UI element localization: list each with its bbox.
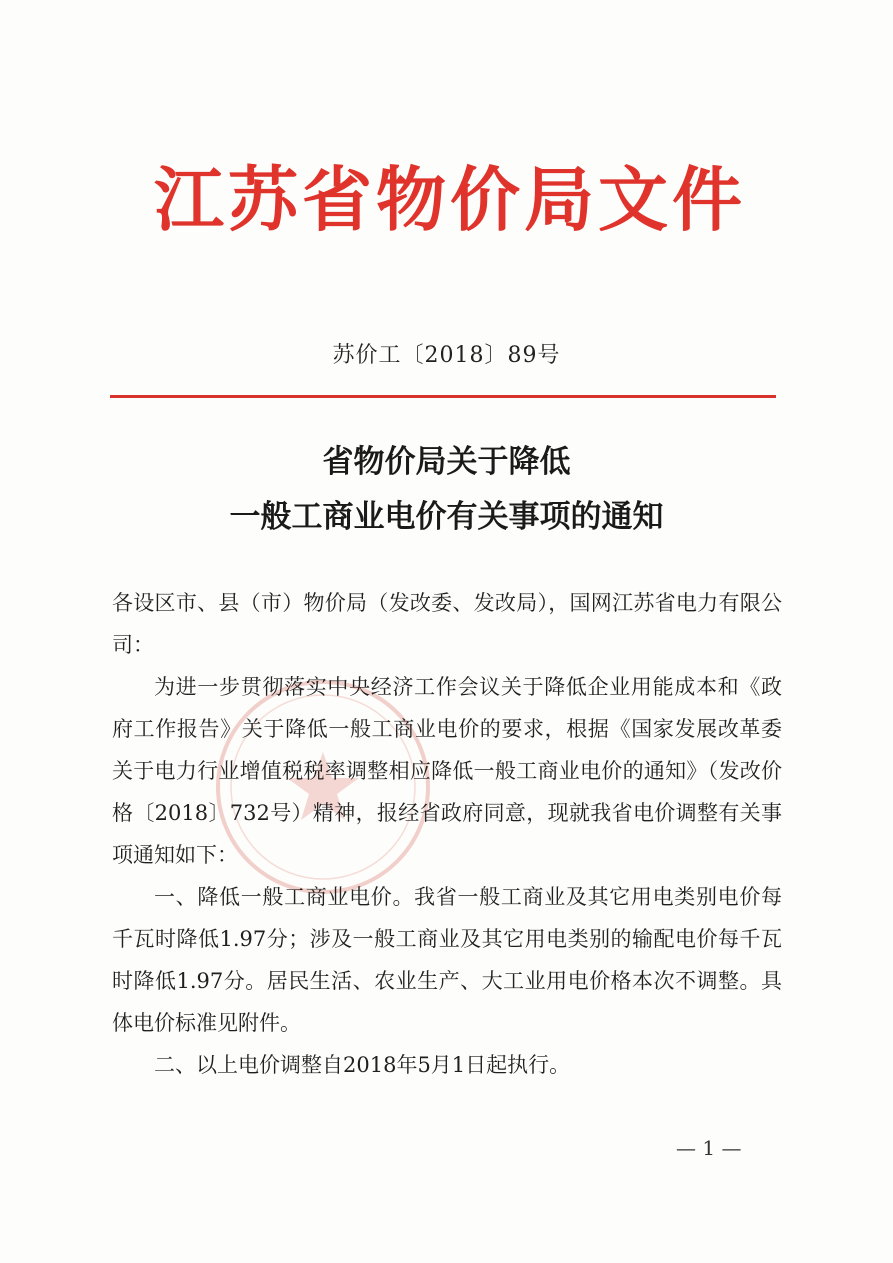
notice-title — [0, 435, 893, 545]
document-number: 苏价工〔2018〕89号 — [332, 343, 561, 368]
body-paragraph-3: 二、以上电价调整自2018年5月1日起执行。 — [154, 1053, 571, 1077]
addressee-paragraph: 各设区市、县（市）物价局（发改委、发改局），国网江苏省电力有限公司： — [112, 591, 782, 657]
notice-title-line-1: 省物价局关于降低 — [322, 444, 571, 480]
page-number: — 1 — — [676, 1136, 742, 1160]
notice-title-line-2: 一般工商业电价有关事项的通知 — [229, 499, 664, 535]
notice-body — [112, 582, 782, 1086]
body-paragraph-1: 为进一步贯彻落实中央经济工作会议关于降低企业用能成本和《政府工作报告》关于降低一般工商业电价的要求，根据《国家发展改革委关于电力行业增值税税率调整相应降低一般工商业电价的通知》（发改价格〔2018〕732号）精神，报经省政府同意，现就我省电价调整有关事项通知如下： — [112, 675, 782, 867]
issuing-authority-header: 江苏省物价局文件 — [154, 158, 746, 241]
body-paragraph-2: 一、降低一般工商业电价。我省一般工商业及其它用电类别电价每千瓦时降低1.97分；涉及一般工商业及其它用电类别的输配电价每千瓦时降低1.97分。居民生活、农业生产、大工业用电价格本次不调整。具体电价标准见附件。 — [112, 885, 782, 1035]
red-divider-line — [110, 395, 776, 398]
